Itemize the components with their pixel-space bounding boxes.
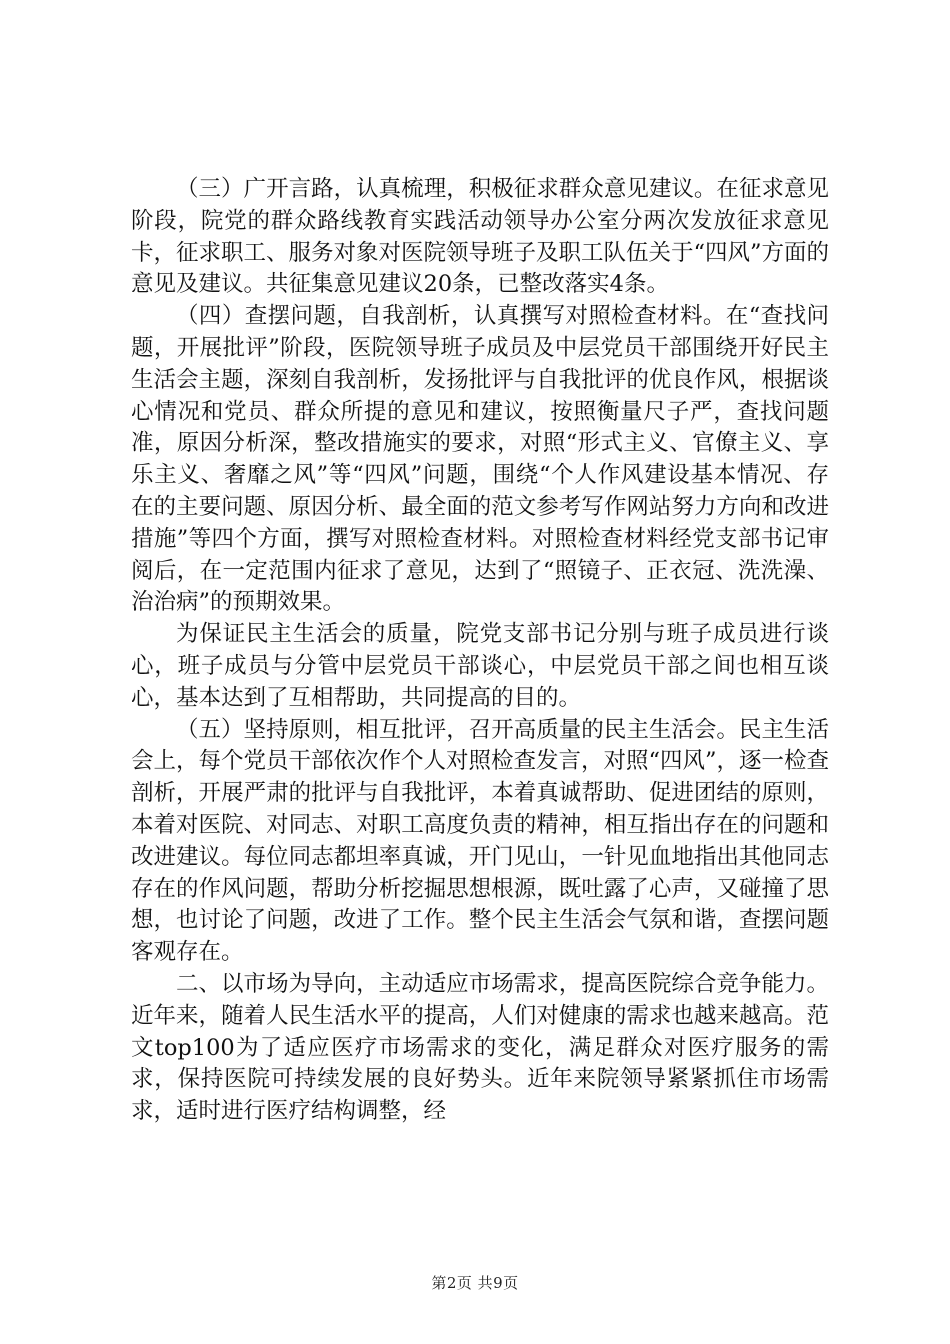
page-footer: 第2页 共9页: [431, 1274, 519, 1292]
document-body: [131, 174, 829, 1128]
paragraph-heart-to-heart: 为保证民主生活会的质量，院党支部书记分别与班子成员进行谈心，班子成员与分管中层党员干部谈心，中层党员干部之间也相互谈心，基本达到了互相帮助，共同提高的目的。: [131, 621, 829, 711]
paragraph-part-2: 二、以市场为导向，主动适应市场需求，提高医院综合竞争能力。近年来，随着人民生活水平的提高，人们对健康的需求也越来越高。范文top100为了适应医疗市场需求的变化，满足群众对医疗服务的需求，保持医院可持续发展的良好势头。近年来院领导紧紧抓住市场需求，适时进行医疗结构调整，经: [131, 970, 829, 1125]
paragraph-section-5: （五）坚持原则，相互批评，召开高质量的民主生活会。民主生活会上，每个党员干部依次作个人对照检查发言，对照“四风”，逐一检查剖析，开展严肃的批评与自我批评，本着真诚帮助、促进团结的原则，本着对医院、对同志、对职工高度负责的精神，相互指出存在的问题和改进建议。每位同志都坦率真诚，开门见山，一针见血地指出其他同志存在的作风问题，帮助分析挖掘思想根源，既吐露了心声，又碰撞了思想，也讨论了问题，改进了工作。整个民主生活会气氛和谐，查摆问题客观存在。: [131, 716, 830, 966]
paragraph-section-4: （四）查摆问题，自我剖析，认真撰写对照检查材料。在“查找问题，开展批评”阶段，医院领导班子成员及中层党员干部围绕开好民主生活会主题，深刻自我剖析，发扬批评与自我批评的优良作风，根据谈心情况和党员、群众所提的意见和建议，按照衡量尺子严，查找问题准，原因分析深，整改措施实的要求，对照“形式主义、官僚主义、享乐主义、奢靡之风”等“四风”问题，围绕“个人作风建设基本情况、存在的主要问题、原因分析、最全面的范文参考写作网站努力方向和改进措施”等四个方面，撰写对照检查材料。对照检查材料经党支部书记审阅后，在一定范围内征求了意见，达到了“照镜子、正衣冠、洗洗澡、治治病”的预期效果。: [131, 303, 829, 616]
paragraph-section-3: （三）广开言路，认真梳理，积极征求群众意见建议。在征求意见阶段，院党的群众路线教育实践活动领导办公室分两次发放征求意见卡，征求职工、服务对象对医院领导班子及职工队伍关于“四风”方面的意见及建议。共征集意见建议20条，已整改落实4条。: [131, 176, 830, 298]
